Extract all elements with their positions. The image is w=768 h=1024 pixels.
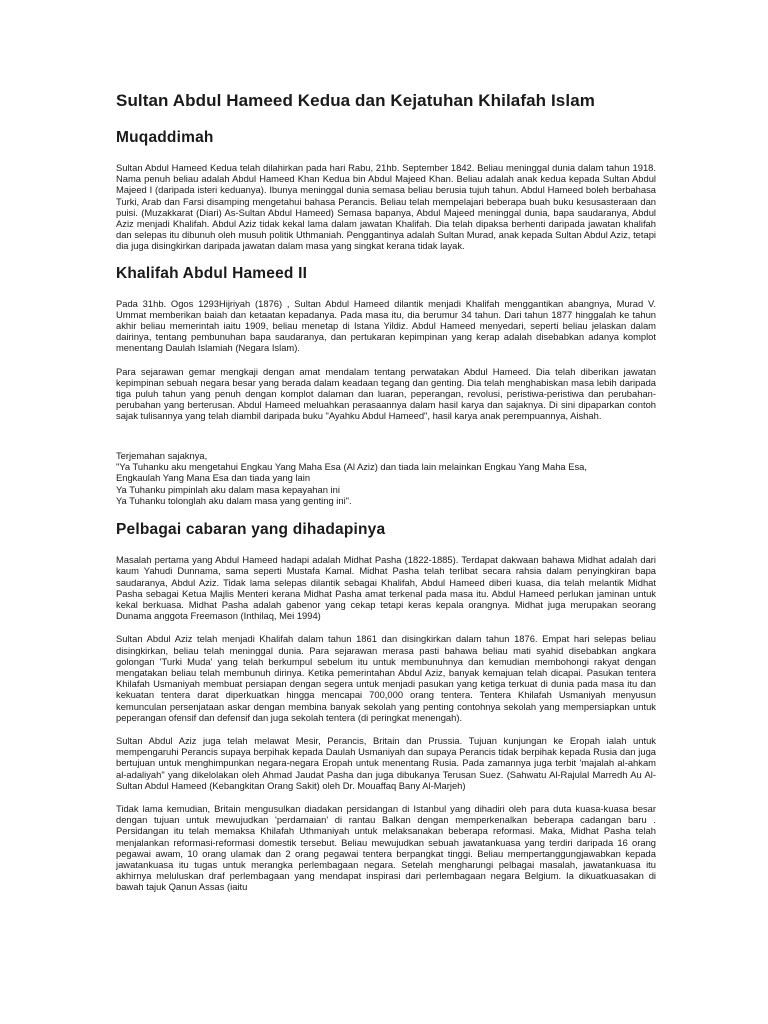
- section-heading-cabaran: Pelbagai cabaran yang dihadapinya: [116, 521, 386, 539]
- poem-line: Ya Tuhanku pimpinlah aku dalam masa kepayahan ini: [116, 483, 340, 495]
- poem-line: Ya Tuhanku tolonglah aku dalam masa yang genting ini".: [116, 494, 352, 506]
- paragraph: Sultan Abdul Aziz juga telah melawat Mesir, Perancis, Britain dan Prussia. Tujuan kunjungan ke Eropah ialah untuk mempengaruhi Perancis supaya berpihak kepada Daulah Usmaniyah dan supaya Perancis tidak berpihak kepada Rusia dan juga bertujuan untuk menghimpunkan negara-negara Eropah untuk menentang Rusia. Pada zamannya juga terbit 'majalah al-ahkam al-adaliyah" yang dikelolakan oleh Ahmad Jaudat Pasha dan juga dibukanya Terusan Suez. (Sahwatu Al-Rajulal Marredh Au Al-Sultan Abdul Hameed (Kebangkitan Orang Sakit) oleh Dr. Mouaffaq Bany Al-Marjeh): [116, 734, 656, 791]
- paragraph: Para sejarawan gemar mengkaji dengan amat mendalam tentang perwatakan Abdul Hameed. Dia telah diberikan jawatan kepimpinan sebuah negara besar yang berada dalam keadaan tegang dan genting. Dia telah menghabiskan masa lebih daripada tiga puluh tahun yang penuh dengan komplot dalaman dan luaran, peperangan, revolusi, peristiwa-peristiwa dan perubahan-perubahan yang berterusan. Abdul Hameed meluahkan perasaannya dalam hasil karya dan sajaknya. Di sini dipaparkan contoh sajak tulisannya yang telah diambil daripada buku "Ayahku Abdul Hameed", hasil karya anak perempuannya, Aishah.: [116, 365, 656, 422]
- section-heading-khalifah: Khalifah Abdul Hameed II: [116, 264, 308, 282]
- poem-line: "Ya Tuhanku aku mengetahui Engkau Yang Maha Esa (Al Aziz) dan tiada lain melainkan Engkau Yang Maha Esa,: [116, 460, 587, 472]
- poem-block: [116, 450, 656, 506]
- paragraph: Masalah pertama yang Abdul Hameed hadapi adalah Midhat Pasha (1822-1885). Terdapat dakwaan bahawa Midhat adalah dari kaum Yahudi Dunnama, sama seperti Mustafa Kamal. Midhat Pasha telah terlibat secara rahsia dalam penyingkiran bapa saudaranya, Abdul Aziz. Tidak lama selepas dilantik sebagai Khalifah, Abdul Hameed diberi kuasa, dia telah melantik Midhat Pasha sebagai Ketua Majlis Menteri kerana Midhat Pasha amat terkenal pada masa itu. Abdul Hameed perlukan jaminan untuk kekal berkuasa. Midhat Pasha adalah gabenor yang cekap tetapi keras kepala orangnya. Midhat juga merupakan seorang Dunama anggota Freemason (Inthilaq, Mei 1994): [116, 554, 656, 622]
- paragraph: Sultan Abdul Hameed Kedua telah dilahirkan pada hari Rabu, 21hb. September 1842. Beliau meninggal dunia dalam tahun 1918. Nama penuh beliau adalah Abdul Hameed Khan Kedua bin Abdul Majeed Khan. Beliau adalah anak kedua kepada Sultan Abdul Majeed I (daripada isteri keduanya). Ibunya meninggal dunia semasa beliau berusia tujuh tahun. Abdul Hameed boleh berbahasa Turki, Arab dan Farsi disamping mengetahui bahasa Perancis. Beliau telah mempelajari beberapa buah buku kesusasteraan dan puisi. (Muzakkarat (Diari) As-Sultan Abdul Hameed) Semasa bapanya, Abdul Majeed meninggal dunia, bapa saudaranya, Abdul Aziz menjadi Khalifah. Abdul Aziz tidak kekal lama dalam jawatan Khalifah. Dia telah dipaksa berhenti daripada jawatan khalifah dan selepas itu dibunuh oleh musuh politik Uthmaniah. Penggantinya adalah Sultan Murad, anak kepada Sultan Abdul Aziz, tetapi dia juga disingkirkan daripada jawatan dalam masa yang singkat kerana tidak layak.: [116, 162, 656, 252]
- poem-line: Engkaulah Yang Mana Esa dan tiada yang lain: [116, 472, 311, 484]
- poem-line: Terjemahan sajaknya,: [116, 449, 208, 461]
- section-heading-muqaddimah: Muqaddimah: [116, 129, 214, 146]
- paragraph: Pada 31hb. Ogos 1293Hijriyah (1876) , Sultan Abdul Hameed dilantik menjadi Khalifah menggantikan abangnya, Murad V. Ummat memberikan baiah dan ketaatan kepadanya. Pada masa itu, dia berumur 34 tahun. Dari tahun 1877 hinggalah ke tahun akhir beliau memerintah iaitu 1909, beliau menetap di Istana Yildiz. Abdul Hameed menyedari, seperti beliau jelaskan dalam dairinya, tentang pembunuhan bapa saudaranya, dan pertukaran kepimpinan yang kerap adalah disebabkan adanya komplot menentang Daulah Islamiah (Negara Islam).: [116, 297, 656, 354]
- paragraph: Sultan Abdul Aziz telah menjadi Khalifah dalam tahun 1861 dan disingkirkan dalam tahun 1876. Empat hari selepas beliau disingkirkan, beliau telah meninggal dunia. Para sejarawan merasa pasti bahawa beliau mati syahid disebabkan angkara golongan 'Turki Muda' yang telah berkumpul sebelum itu untuk membunuhnya dan kemudian membohongi rakyat dengan mengatakan beliau telah membunuh dirinya. Ketika pemerintahan Abdul Aziz, banyak kemajuan telah dicapai. Pasukan tentera Khilafah Usmaniyah membuat persiapan dengan segera untuk menjadi pasukan yang ketiga terkuat di dunia pada masa itu dan kekuatan tentera darat diperkuatkan hingga mencapai 700,000 orang tentera. Tentera Khilafah Usmaniyah menyusun kemunculan persenjataan askar dengan membina banyak sekolah yang penting contohnya sekolah yang mempersiapkan untuk peperangan ofensif dan defensif dan juga sekolah tentera (di peringkat menengah).: [116, 633, 656, 723]
- document-title: Sultan Abdul Hameed Kedua dan Kejatuhan Khilafah Islam: [116, 91, 595, 110]
- paragraph: Tidak lama kemudian, Britain mengusulkan diadakan persidangan di Istanbul yang dihadiri oleh para duta kuasa-kuasa besar dengan tujuan untuk mewujudkan 'perdamaian' di rantau Balkan dengan memperkenalkan beberapa cadangan baru . Persidangan itu telah memaksa Khilafah Uthmaniyah untuk melaksanakan beberapa reformasi. Maka, Midhat Pasha telah menjalankan reformasi-reformasi domestik tersebut. Beliau mewujudkan sebuah jawatankuasa yang terdiri daripada 16 orang pegawai awam, 10 orang ulamak dan 2 orang pegawai tentera berpangkat tinggi. Beliau mempertanggungjawabkan kepada jawatankuasa itu tugas untuk merangka perlembagaan negara. Setelah mengharungi pelbagai masalah, jawatankuasa itu akhirnya meluluskan draf perlembagaan yang mendapat inspirasi dari perlembagaan negara Belgium. Ia dikuatkuasakan di bawah tajuk Qanun Assas (iaitu: [116, 803, 656, 893]
